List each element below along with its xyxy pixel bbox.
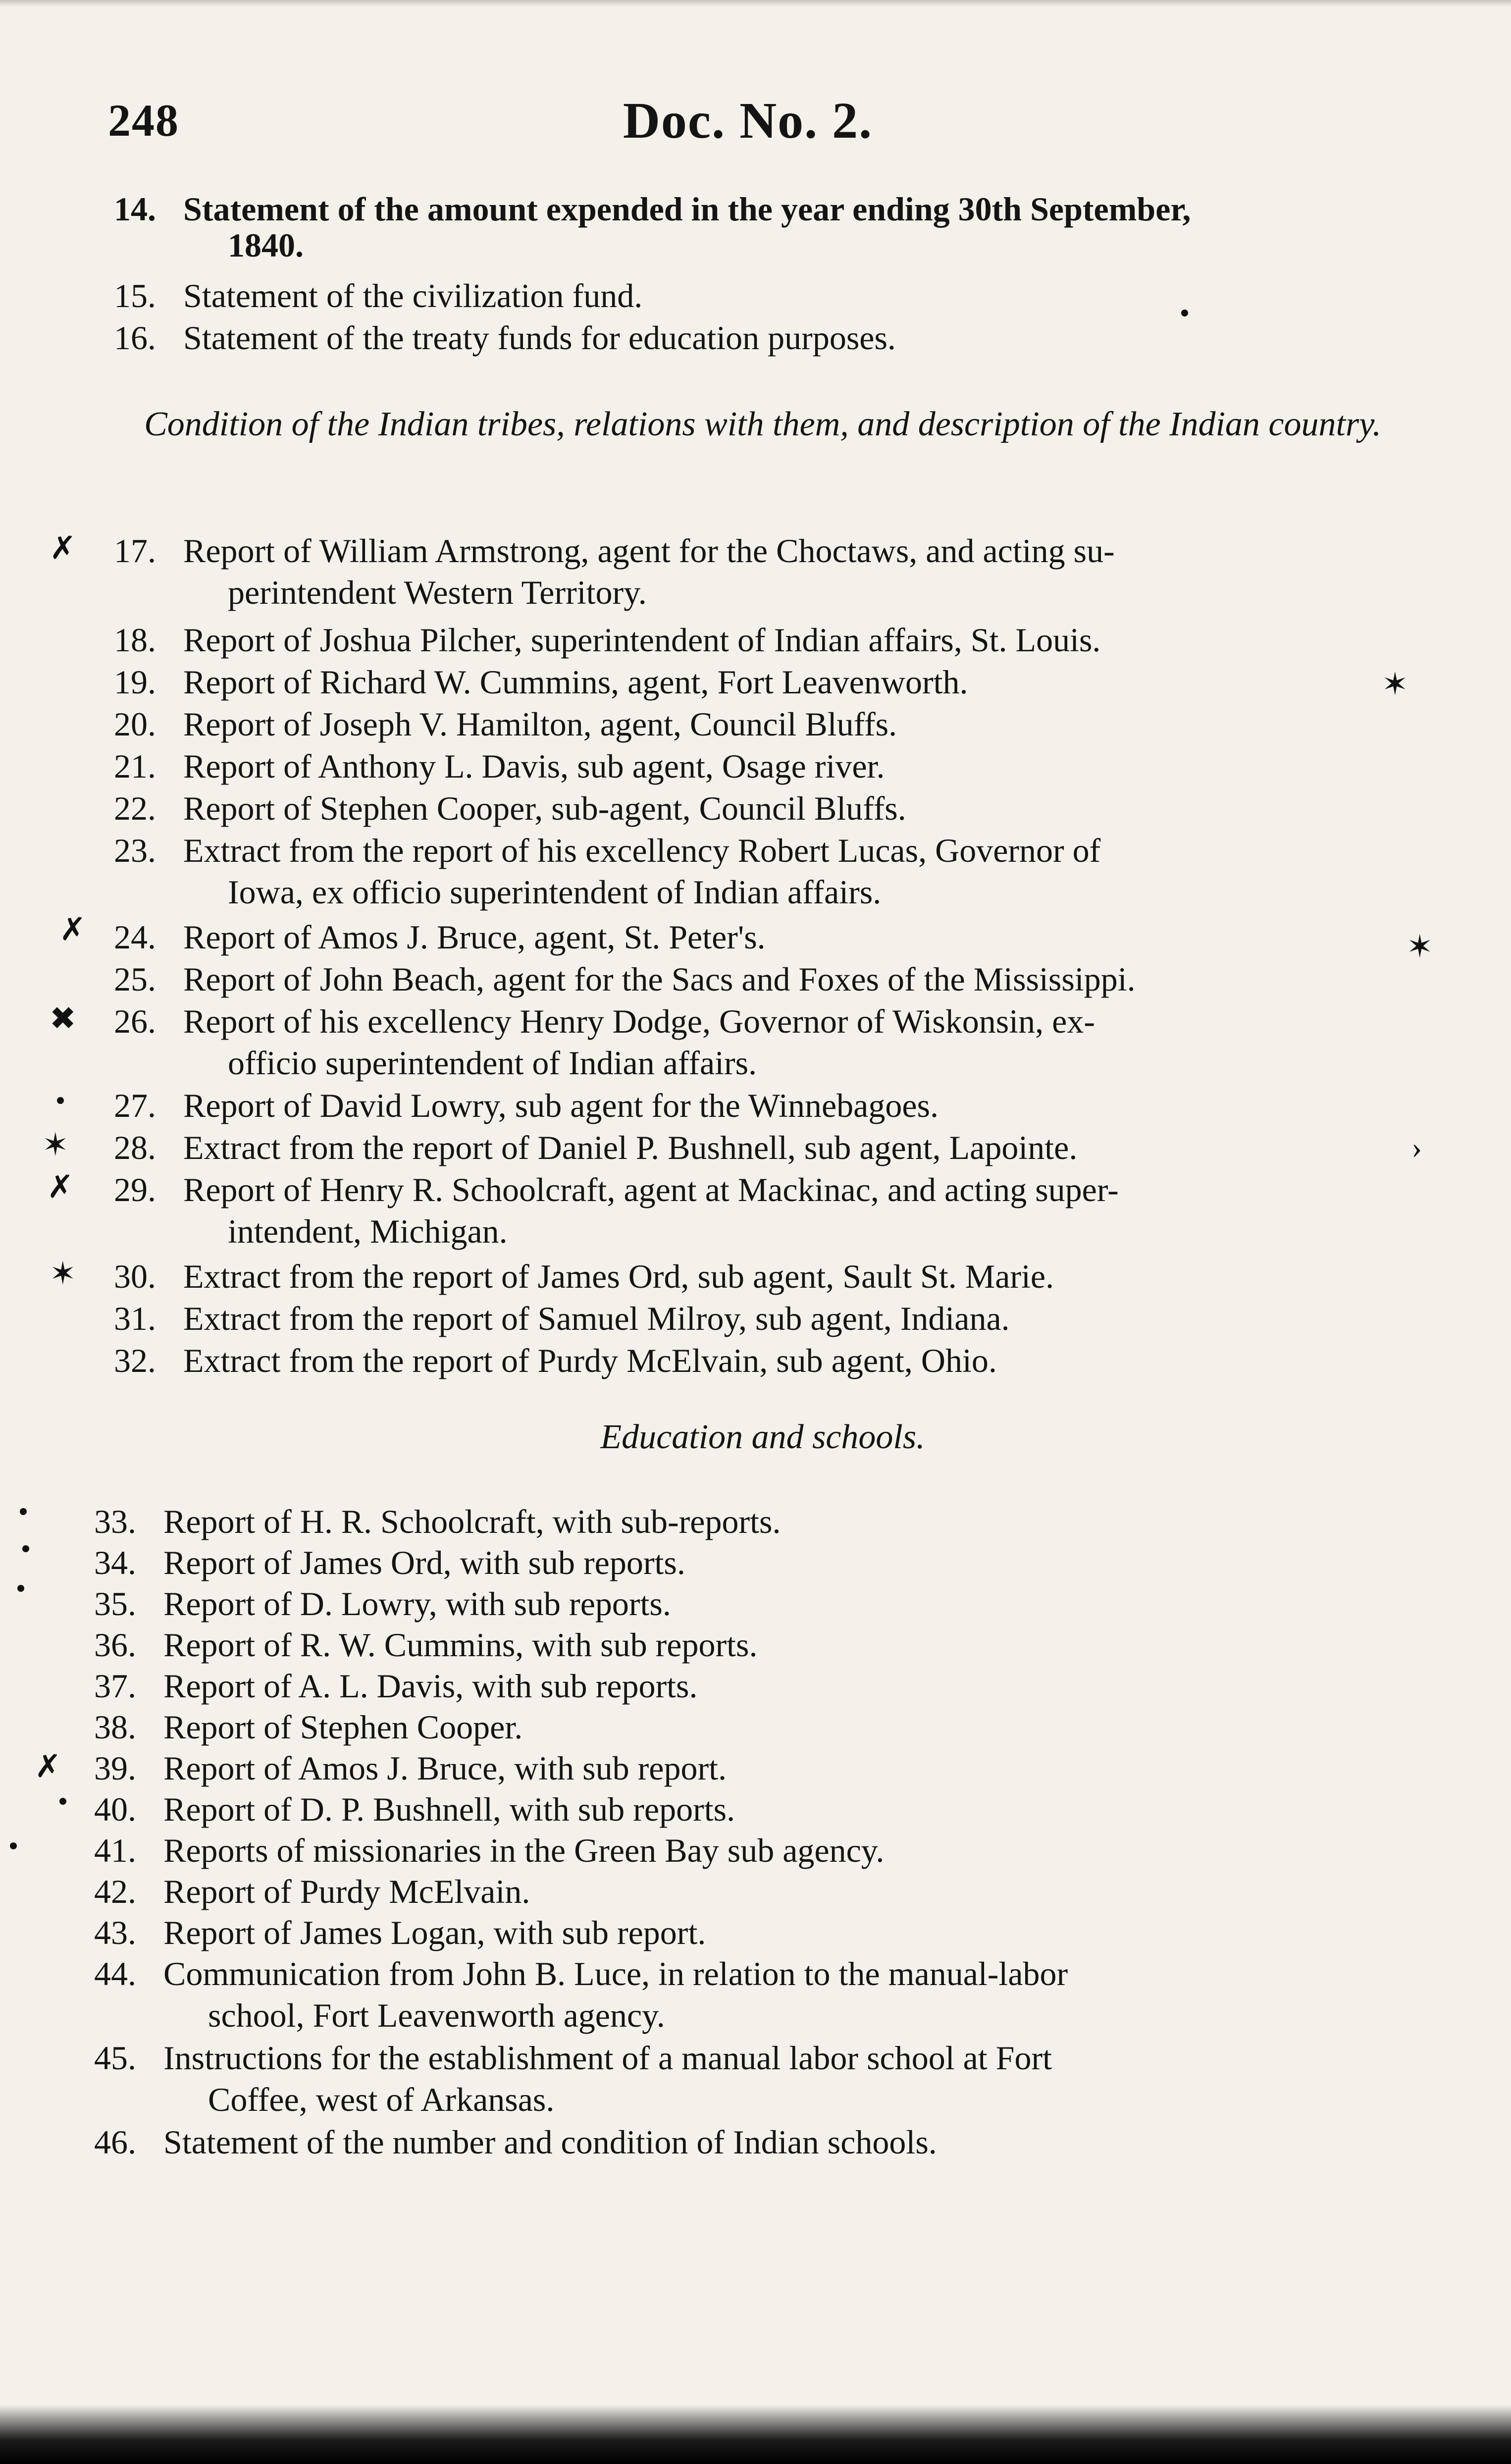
page-header	[99, 94, 1397, 154]
item-number: 20.	[114, 705, 156, 743]
item-number: 32.	[114, 1342, 156, 1379]
item-text: Report of Henry R. Schoolcraft, agent at Mackinac, and acting super-	[183, 1171, 1119, 1208]
item-number: 28.	[114, 1129, 156, 1166]
list-item	[114, 958, 1411, 1000]
item-number: 34.	[94, 1544, 136, 1581]
list-item	[114, 1000, 1411, 1084]
item-number: 42.	[94, 1873, 136, 1910]
item-text: Report of David Lowry, sub agent for the Winnebagoes.	[183, 1087, 938, 1124]
item-number: 24.	[114, 918, 156, 956]
item-text: Report of Richard W. Cummins, agent, Fort Leavenworth.	[183, 663, 968, 701]
margin-check-mark-icon: ›	[1411, 1130, 1422, 1165]
item-number: 17.	[114, 532, 156, 570]
item-text: Report of R. W. Cummins, with sub reports.	[163, 1626, 758, 1664]
list-item	[114, 619, 1411, 661]
item-text: Report of James Logan, with sub report.	[163, 1914, 706, 1951]
list-item	[94, 1788, 1392, 1830]
item-text: Report of Purdy McElvain.	[163, 1873, 530, 1910]
list-item	[114, 317, 1411, 359]
list-item	[114, 1340, 1411, 1381]
item-number: 45.	[94, 2039, 136, 2077]
item-text: Report of Amos J. Bruce, agent, St. Peter's.	[183, 918, 766, 956]
item-continuation: officio superintendent of Indian affairs.	[228, 1044, 757, 1082]
section-heading-education: Education and schools.	[600, 1418, 925, 1456]
list-item	[114, 275, 1411, 316]
item-number: 26.	[114, 1002, 156, 1040]
item-text: Report of Stephen Cooper, sub-agent, Council Bluffs.	[183, 789, 906, 827]
item-number: 18.	[114, 621, 156, 659]
list-item	[94, 1871, 1392, 1912]
list-item	[94, 1542, 1392, 1583]
list-item	[114, 530, 1411, 613]
item-text: Report of James Ord, with sub reports.	[163, 1544, 685, 1581]
item-text: Statement of the treaty funds for education purposes.	[183, 319, 896, 357]
list-item	[94, 1583, 1392, 1625]
list-item	[94, 1624, 1392, 1666]
item-text: Report of D. Lowry, with sub reports.	[163, 1585, 671, 1623]
item-text: Report of Joseph V. Hamilton, agent, Council Bluffs.	[183, 705, 897, 743]
list-item	[114, 703, 1411, 745]
item-text: Report of A. L. Davis, with sub reports.	[163, 1667, 698, 1705]
margin-check-mark-icon: ✶	[42, 1127, 69, 1162]
item-text: Report of his excellency Henry Dodge, Governor of Wiskonsin, ex-	[183, 1002, 1095, 1040]
list-item	[94, 1706, 1392, 1748]
ink-speck	[17, 1585, 24, 1592]
doc-title: Doc. No. 2.	[623, 92, 873, 149]
item-text: Extract from the report of James Ord, sub agent, Sault St. Marie.	[183, 1258, 1054, 1295]
item-number: 27.	[114, 1087, 156, 1124]
item-number: 43.	[94, 1914, 136, 1951]
item-text: Extract from the report of Daniel P. Bushnell, sub agent, Lapointe.	[183, 1129, 1078, 1166]
item-number: 39.	[94, 1749, 136, 1787]
item-number: 33.	[94, 1503, 136, 1540]
item-number: 15.	[114, 277, 156, 315]
item-number: 14.	[114, 190, 156, 228]
margin-check-mark-icon: ✶	[1407, 929, 1433, 964]
margin-check-mark-icon: ✖	[50, 1001, 76, 1036]
ink-speck	[10, 1842, 17, 1849]
ink-speck	[20, 1508, 27, 1515]
item-number: 30.	[114, 1258, 156, 1295]
item-number: 29.	[114, 1171, 156, 1208]
list-item	[94, 2037, 1392, 2120]
ink-speck	[59, 1798, 66, 1805]
list-item	[94, 1665, 1392, 1707]
list-item	[114, 1127, 1411, 1168]
item-text: Report of D. P. Bushnell, with sub reports.	[163, 1790, 735, 1828]
item-number: 22.	[114, 789, 156, 827]
list-item	[94, 1747, 1392, 1789]
margin-check-mark-icon: ✗	[35, 1749, 61, 1784]
item-number: 25.	[114, 960, 156, 998]
item-continuation: Coffee, west of Arkansas.	[208, 2081, 555, 2118]
item-number: 38.	[94, 1708, 136, 1746]
list-item	[94, 2121, 1392, 2163]
page-number: 248	[108, 95, 179, 146]
item-text: Statement of the civilization fund.	[183, 277, 643, 315]
list-item	[114, 1169, 1411, 1252]
item-text: Extract from the report of his excellency Robert Lucas, Governor of	[183, 832, 1101, 869]
item-number: 23.	[114, 832, 156, 869]
item-text: Report of Stephen Cooper.	[163, 1708, 523, 1746]
item-text: Instructions for the establishment of a manual labor school at Fort	[163, 2039, 1052, 2077]
list-item	[114, 1298, 1411, 1339]
ink-speck	[22, 1545, 29, 1552]
item-number: 46.	[94, 2123, 136, 2161]
list-item	[114, 830, 1411, 913]
margin-check-mark-icon: ✶	[50, 1256, 76, 1291]
item-text: Report of Anthony L. Davis, sub agent, Osage river.	[183, 747, 885, 785]
list-item	[114, 1256, 1411, 1297]
item-number: 41.	[94, 1832, 136, 1869]
item-text: Report of William Armstrong, agent for the Choctaws, and acting su-	[183, 532, 1115, 570]
item-continuation: intendent, Michigan.	[228, 1212, 508, 1250]
item-text: Statement of the number and condition of Indian schools.	[163, 2123, 937, 2161]
list-item	[94, 1953, 1392, 2036]
item-text: Report of Joshua Pilcher, superintendent of Indian affairs, St. Louis.	[183, 621, 1101, 659]
margin-check-mark-icon: ✗	[59, 912, 86, 947]
margin-check-mark-icon: ✶	[1382, 667, 1408, 702]
item-text: Report of H. R. Schoolcraft, with sub-reports.	[163, 1503, 781, 1540]
list-item	[94, 1912, 1392, 1953]
list-item	[94, 1501, 1392, 1542]
item-continuation: school, Fort Leavenworth agency.	[208, 1996, 665, 2034]
list-item	[114, 916, 1411, 958]
item-number: 36.	[94, 1626, 136, 1664]
item-number: 40.	[94, 1790, 136, 1828]
item-text: Extract from the report of Samuel Milroy, sub agent, Indiana.	[183, 1300, 1010, 1337]
item-number: 31.	[114, 1300, 156, 1337]
scan-bottom-edge	[0, 2405, 1511, 2464]
list-item	[114, 661, 1411, 703]
ink-speck	[57, 1097, 64, 1104]
item-text: Statement of the amount expended in the year ending 30th September,	[183, 190, 1191, 228]
margin-check-mark-icon: ✗	[50, 530, 76, 566]
item-number: 21.	[114, 747, 156, 785]
item-number: 37.	[94, 1667, 136, 1705]
item-text: Report of Amos J. Bruce, with sub report.	[163, 1749, 727, 1787]
item-text: Reports of missionaries in the Green Bay sub agency.	[163, 1832, 885, 1869]
item-number: 44.	[94, 1955, 136, 1992]
list-item	[114, 1085, 1411, 1126]
item-text: Communication from John B. Luce, in relation to the manual-labor	[163, 1955, 1068, 1992]
item-continuation: perintendent Western Territory.	[228, 574, 647, 611]
top-shadow	[0, 0, 1511, 7]
item-continuation: 1840.	[228, 226, 304, 264]
item-continuation: Iowa, ex officio superintendent of Indian affairs.	[228, 873, 882, 911]
ink-speck	[1181, 310, 1188, 316]
item-text: Extract from the report of Purdy McElvain, sub agent, Ohio.	[183, 1342, 997, 1379]
list-item	[94, 1830, 1392, 1871]
list-item	[114, 787, 1411, 829]
section-heading-condition: Condition of the Indian tribes, relations with them, and description of the Indian country.	[144, 405, 1381, 443]
item-text: Report of John Beach, agent for the Sacs and Foxes of the Mississippi.	[183, 960, 1136, 998]
list-item	[114, 188, 1411, 264]
item-number: 19.	[114, 663, 156, 701]
item-number: 16.	[114, 319, 156, 357]
list-item	[114, 745, 1411, 787]
margin-check-mark-icon: ✗	[47, 1169, 74, 1205]
item-number: 35.	[94, 1585, 136, 1623]
